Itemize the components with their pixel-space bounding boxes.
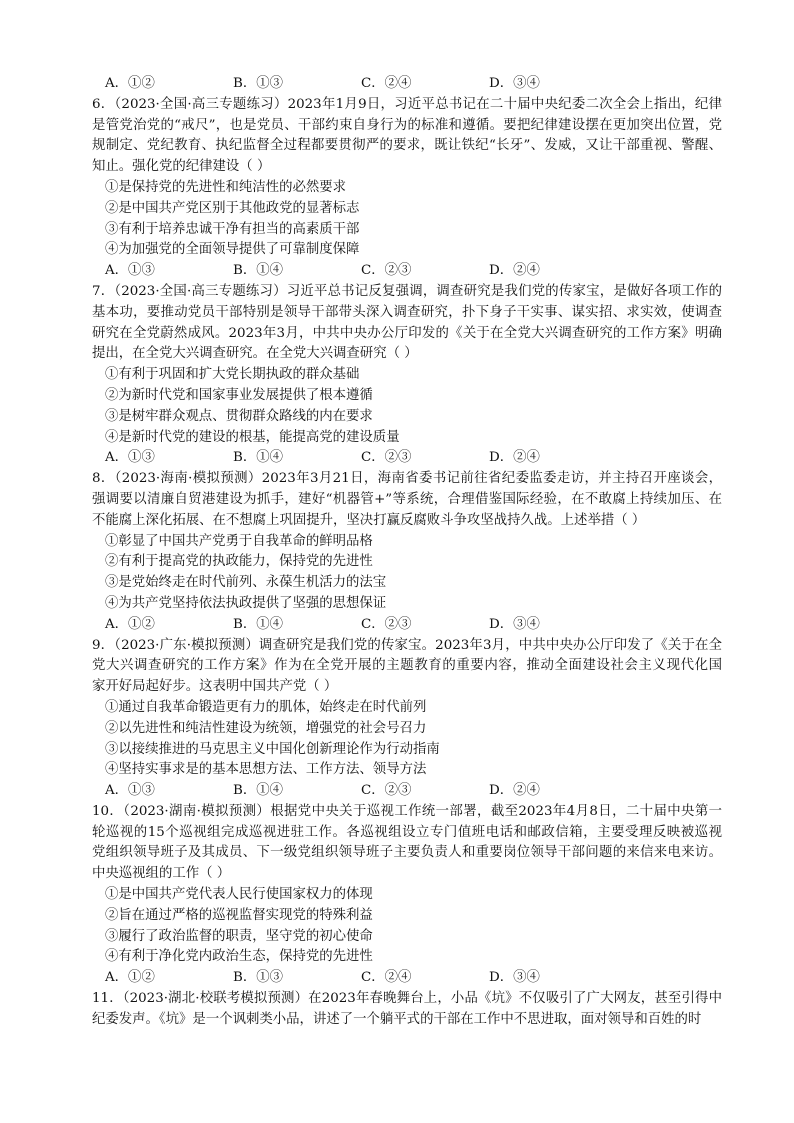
choice-a[interactable]: A．①② bbox=[105, 970, 155, 986]
choice-d[interactable]: D．②④ bbox=[489, 783, 540, 799]
statement-option: ④坚持实事求是的基本思想方法、工作方法、领导方法 bbox=[105, 762, 427, 778]
choice-c[interactable]: C．②③ bbox=[361, 783, 412, 799]
question-stem-line: 规制定、党纪教育、执纪监督全过程都要贯彻严的要求，既让铁纪“长牙”、发威，又让干部重视、警醒、 bbox=[92, 138, 722, 154]
question-block bbox=[92, 282, 722, 469]
answer-choices bbox=[92, 261, 722, 282]
statement-option: ①有利于巩固和扩大党长期执政的群众基础 bbox=[105, 367, 360, 383]
choice-b[interactable]: B．①④ bbox=[233, 783, 284, 799]
question-stem-line: 轮巡视的15个巡视组完成巡视进驻工作。各巡视组设立专门值班电话和邮政信箱，主要受理反映被巡视 bbox=[92, 824, 722, 840]
question-stem-line: 10．（2023·湖南·模拟预测）根据党中央关于巡视工作统一部署，截至2023年4月8日，二十届中央第一 bbox=[92, 803, 722, 819]
question-stem-line: 家开好局起好步。这表明中国共产党（ ） bbox=[92, 679, 338, 695]
choice-b[interactable]: B．①④ bbox=[233, 450, 284, 466]
choice-a[interactable]: A．①③ bbox=[105, 263, 155, 279]
question-block bbox=[92, 636, 722, 802]
question-block bbox=[92, 95, 722, 282]
statement-option: ④为加强党的全面领导提供了可靠制度保障 bbox=[105, 242, 360, 258]
statement-option: ①是中国共产党代表人民行使国家权力的体现 bbox=[105, 887, 373, 903]
statement-option: ②旨在通过严格的巡视监督实现党的特殊利益 bbox=[105, 907, 373, 923]
answer-choices bbox=[92, 615, 722, 636]
choice-a[interactable]: A．①③ bbox=[105, 783, 155, 799]
question-stem-line: 党组织领导班子及其成员、下一级党组织领导班子主要负责人和重要岗位领导干部问题的来信来电来访。 bbox=[92, 845, 722, 861]
question-stem-line: 9．（2023·广东·模拟预测）调查研究是我们党的传家宝。2023年3月，中共中央办公厅印发了《关于在全 bbox=[92, 637, 722, 653]
question-stem-line: 纪委发声。《坑》是一个讽刺类小品，讲述了一个躺平式的干部在工作中不思进取，面对领导和百姓的时 bbox=[92, 1011, 702, 1027]
choice-b[interactable]: B．①④ bbox=[233, 263, 284, 279]
question-block bbox=[92, 469, 722, 635]
choice-d[interactable]: D．③④ bbox=[489, 616, 540, 632]
choice-c[interactable]: C．②④ bbox=[361, 76, 412, 91]
statement-option: ③是党始终走在时代前列、永葆生机活力的法宝 bbox=[105, 575, 387, 591]
answer-choices-top bbox=[92, 74, 722, 95]
statement-option: ②以先进性和纯洁性建设为统领，增强党的社会号召力 bbox=[105, 720, 427, 736]
question-stem-line: 党大兴调查研究的工作方案》作为在全党开展的主题教育的重要内容，推动全面建设社会主义现代化国 bbox=[92, 658, 722, 674]
statement-option: ①是保持党的先进性和纯洁性的必然要求 bbox=[105, 179, 347, 195]
choice-c[interactable]: C．②④ bbox=[361, 970, 412, 986]
choice-c[interactable]: C．②③ bbox=[361, 450, 412, 466]
choice-b[interactable]: B．①③ bbox=[233, 76, 284, 91]
choice-d[interactable]: D．②④ bbox=[489, 450, 540, 466]
statement-option: ②有利于提高党的执政能力，保持党的先进性 bbox=[105, 554, 373, 570]
answer-choices bbox=[92, 448, 722, 469]
question-list bbox=[92, 74, 722, 1031]
choice-d[interactable]: D．③④ bbox=[489, 76, 540, 91]
statement-option: ②为新时代党和国家事业发展提供了根本遵循 bbox=[105, 387, 373, 403]
statement-option: ①彰显了中国共产党勇于自我革命的鲜明品格 bbox=[105, 533, 373, 549]
question-stem-line: 不能腐上深化拓展、在不想腐上巩固提升，坚决打赢反腐败斗争攻坚战持久战。上述举措（ ） bbox=[92, 512, 646, 528]
question-stem-line: 知止。强化党的纪律建设（ ） bbox=[92, 159, 271, 175]
statement-option: ④是新时代党的建设的根基，能提高党的建设质量 bbox=[105, 429, 400, 445]
question-stem-line: 11．（2023·湖北·校联考模拟预测）在2023年春晚舞台上，小品《坑》不仅吸引了广大网友，甚至引得中 bbox=[92, 991, 722, 1007]
question-stem-line: 中央巡视组的工作（ ） bbox=[92, 866, 231, 882]
statement-option: ②是中国共产党区别于其他政党的显著标志 bbox=[105, 200, 360, 216]
question-block bbox=[92, 989, 722, 1031]
answer-choices bbox=[92, 968, 722, 989]
statement-option: ③以接续推进的马克思主义中国化创新理论作为行动指南 bbox=[105, 741, 440, 757]
choice-b[interactable]: B．①③ bbox=[233, 970, 284, 986]
question-stem-line: 强调要以清廉自贸港建设为抓手，建好“机器管+”等系统，合理借鉴国际经验，在不敢腐上持续加压、在 bbox=[92, 491, 722, 507]
choice-a[interactable]: A．①② bbox=[105, 76, 155, 91]
question-stem-line: 提出，在全党大兴调查研究。在全党大兴调查研究（ ） bbox=[92, 346, 418, 362]
question-stem-line: 6．（2023·全国·高三专题练习）2023年1月9日，习近平总书记在二十届中央纪委二次全会上指出，纪律 bbox=[92, 96, 722, 112]
choice-d[interactable]: D．③④ bbox=[489, 970, 540, 986]
question-stem-line: 是管党治党的“戒尺”，也是党员、干部约束自身行为的标准和遵循。要把纪律建设摆在更加突出位置，党 bbox=[92, 117, 722, 133]
statement-option: ③有利于培养忠诚干净有担当的高素质干部 bbox=[105, 221, 360, 237]
statement-option: ④为共产党坚持依法执政提供了坚强的思想保证 bbox=[105, 595, 387, 611]
choice-a[interactable]: A．①③ bbox=[105, 450, 155, 466]
answer-choices bbox=[92, 781, 722, 802]
choice-c[interactable]: C．②③ bbox=[361, 263, 412, 279]
choice-b[interactable]: B．①④ bbox=[233, 616, 284, 632]
statement-option: ③是树牢群众观点、贯彻群众路线的内在要求 bbox=[105, 408, 373, 424]
question-block bbox=[92, 802, 722, 989]
statement-option: ④有利于净化党内政治生态，保持党的先进性 bbox=[105, 949, 373, 965]
choice-c[interactable]: C．②③ bbox=[361, 616, 412, 632]
statement-option: ①通过自我革命锻造更有力的肌体，始终走在时代前列 bbox=[105, 699, 427, 715]
choice-a[interactable]: A．①② bbox=[105, 616, 155, 632]
question-stem-line: 基本功，要推动党员干部特别是领导干部带头深入调查研究，扑下身子干实事、谋实招、求实效，使调查 bbox=[92, 304, 722, 320]
choice-d[interactable]: D．②④ bbox=[489, 263, 540, 279]
question-stem-line: 8．（2023·海南·模拟预测）2023年3月21日，海南省委书记前往省纪委监委走访，并主持召开座谈会， bbox=[92, 471, 722, 487]
question-stem-line: 研究在全党蔚然成风。2023年3月，中共中央办公厅印发的《关于在全党大兴调查研究的工作方案》明确 bbox=[92, 325, 722, 341]
statement-option: ③履行了政治监督的职责，坚守党的初心使命 bbox=[105, 928, 373, 944]
question-stem-line: 7．（2023·全国·高三专题练习）习近平总书记反复强调，调查研究是我们党的传家宝，是做好各项工作的 bbox=[92, 283, 722, 299]
